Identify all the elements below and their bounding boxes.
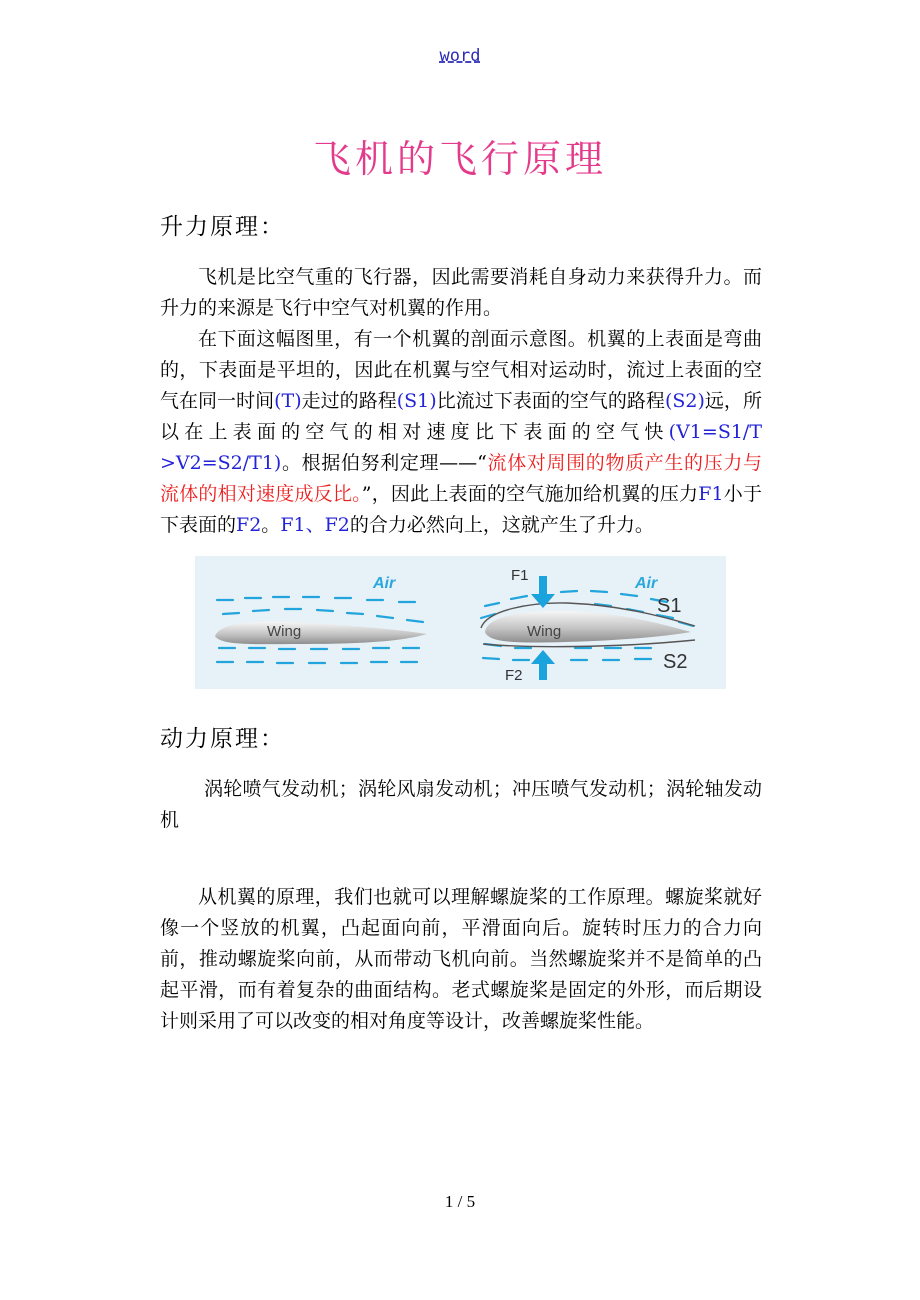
text-run: 小于下表面的: [160, 483, 762, 536]
time-symbol: (T): [274, 390, 302, 412]
text-run: 远，所以在上表面的空气的相对速度比下表面的空气快: [160, 390, 762, 443]
path-s2-symbol: (S2): [664, 390, 705, 412]
force-f1-symbol: F1: [698, 483, 724, 505]
text-run: 。根据伯努利定理——“: [281, 452, 487, 474]
page-number: 1 / 5: [444, 1192, 476, 1211]
force-f2-label: F2: [505, 667, 523, 684]
text-run: 比流过下表面的空气的路程: [436, 390, 665, 412]
path-s2-label: S2: [663, 651, 688, 673]
wing-airflow-figure: [195, 556, 726, 689]
path-s1-symbol: (S1): [396, 390, 437, 412]
page-title: 飞机的飞行原理: [312, 137, 607, 181]
power-heading: 动力原理：: [160, 726, 285, 752]
bernoulli-quote: 流体对周围的物质产生的压力与流体的相对速度成反比。: [160, 452, 762, 505]
wing-airflow-diagram: [195, 556, 726, 689]
air-label-right: Air: [635, 575, 658, 592]
wing-label-left: Wing: [267, 623, 302, 640]
velocity-formula: (V1=S1/T >V2=S2/T1): [160, 421, 762, 474]
power-paragraph-2: 从机翼的原理，我们也就可以理解螺旋桨的工作原理。螺旋桨就好像一个竖放的机翼，凸起面向前，平滑面向后。旋转时压力的合力向前，推动螺旋桨向前，从而带动飞机向前。当然螺旋桨并不是简单的凸起平滑，而有着复杂的曲面结构。老式螺旋桨是固定的外形，而后期设计则采用了可以改变的相对角度等设计，改善螺旋桨性能。: [160, 886, 762, 1032]
force-f1-label: F1: [511, 567, 529, 584]
arrow-f2-up-icon: [531, 650, 555, 680]
force-f1-f2-symbol: F1、F2: [280, 514, 350, 536]
wing-label-right: Wing: [527, 623, 562, 640]
force-f2-symbol: F2: [236, 514, 262, 536]
power-paragraph-1: 涡轮喷气发动机；涡轮风扇发动机；冲压喷气发动机；涡轮轴发动机: [160, 778, 762, 831]
text-run: 走过的路程: [301, 390, 397, 412]
wing-shape-left: [215, 622, 427, 644]
lift-paragraph-1: 飞机是比空气重的飞行器，因此需要消耗自身动力来获得升力。而升力的来源是飞行中空气对机翼的作用。: [160, 266, 762, 319]
header-word-link[interactable]: word: [439, 46, 481, 66]
air-label-left: Air: [373, 575, 396, 592]
lift-heading: 升力原理：: [160, 214, 285, 240]
text-run: ”，因此上表面的空气施加给机翼的压力: [361, 483, 699, 505]
text-run: 。: [261, 514, 281, 536]
text-run: 的合力必然向上，这就产生了升力。: [349, 514, 654, 536]
lift-paragraph-2: [160, 324, 762, 541]
text-run: 在下面这幅图里，有一个机翼的剖面示意图。机翼的上表面是弯曲的，下表面是平坦的，因此在机翼与空气相对运动时，流过上表面的空气在同一时间: [160, 328, 762, 412]
path-s1-label: S1: [657, 595, 682, 617]
